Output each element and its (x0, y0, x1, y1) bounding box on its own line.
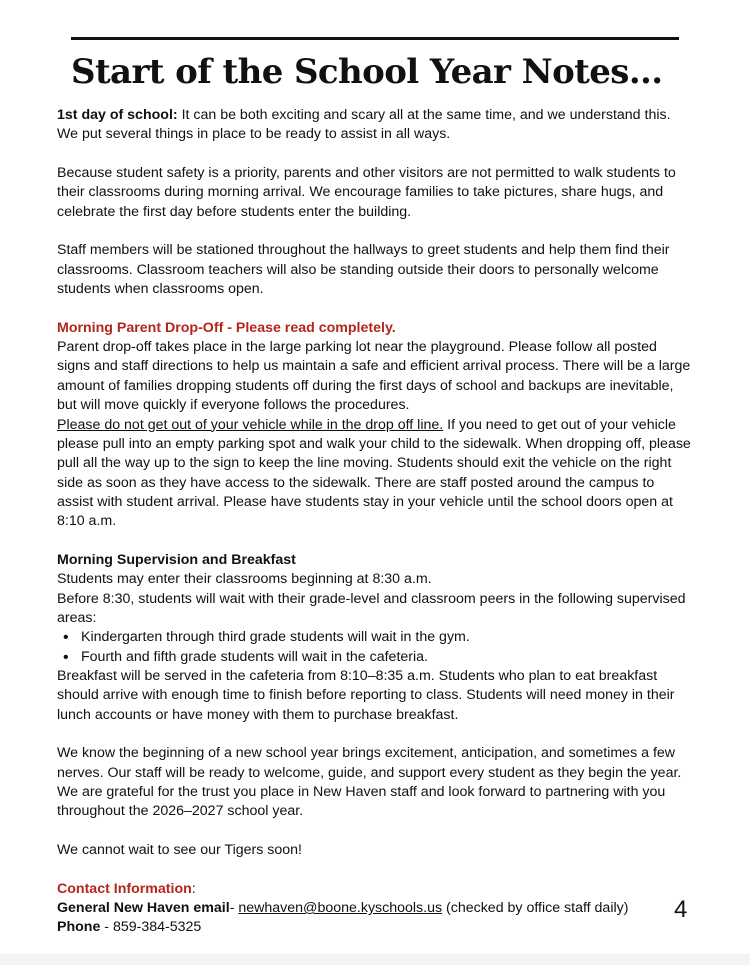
first-day-label: 1st day of school: (57, 107, 178, 123)
email-link[interactable]: newhaven@boone.kyschools.us (238, 900, 443, 917)
supervision-line-1: Students may enter their classrooms beginning at 8:30 a.m. (57, 571, 432, 588)
page-number: 4 (674, 896, 688, 923)
page-title: Start of the School Year Notes... (71, 52, 663, 92)
document-body (57, 106, 693, 938)
safety-paragraph: Because student safety is a priority, parents and other visitors are not permitted to walk students to their classrooms during morning arrival. We encourage families to take pictures, share hugs, and celebrate the first day before students enter the building. (57, 165, 676, 220)
phone-label: Phone (57, 919, 101, 936)
dropoff-paragraph-2 (57, 416, 693, 532)
dropoff-paragraph-1: Parent drop-off takes place in the large parking lot near the playground. Please follow all posted signs and staff directions to help us maintain a safe and efficient arrival process. There will be a large amount of families dropping students off during the first days of school and backups are inevitable, but will move quickly if everyone follows the procedures. (57, 339, 691, 414)
contact-heading: Contact Information (57, 880, 192, 897)
contact-colon: : (191, 880, 196, 897)
phone-number: - 859-384-5325 (100, 919, 202, 936)
dropoff-heading: Morning Parent Drop-Off - Please read completely. (57, 319, 396, 336)
contact-heading-line (57, 880, 693, 899)
closing-paragraph: We know the beginning of a new school year brings excitement, anticipation, and sometimes a few nerves. Our staff will be ready to welcome, guide, and support every student as they begin the year. We are grateful for the trust you place in New Haven staff and look forward to partnering with you throughout the 2026–2027 school year. (57, 745, 682, 820)
intro-text: It can be both exciting and scary all at the same time, and we understand this. We put several things in place to be ready to assist in all ways. (57, 107, 671, 143)
supervision-list (57, 628, 693, 667)
dropoff-text: If you need to get out of your vehicle please pull into an empty parking spot and walk your child to the sidewalk. When dropping off, please pull all the way up to the sign to keep the line moving. Students should exit the vehicle on the right side as soon as they have access to the sidewalk. There are staff posted around the campus to assist with student arrival. Please have students stay in your vehicle until the school doors open at 8:10 a.m. (57, 416, 691, 530)
email-dash: - (229, 900, 239, 917)
staff-paragraph: Staff members will be stationed throughout the hallways to greet students and help them find their classrooms. Classroom teachers will also be standing outside their doors to personally welcome students when classrooms open. (57, 242, 670, 298)
supervision-heading: Morning Supervision and Breakfast (57, 551, 296, 568)
email-line (57, 899, 693, 918)
email-label: General New Haven email (57, 900, 230, 917)
email-note: (checked by office staff daily) (442, 900, 629, 917)
tigers-line: We cannot wait to see our Tigers soon! (57, 842, 302, 859)
list-item: • Kindergarten through third grade students will wait in the gym. (81, 628, 693, 647)
dropoff-warning: Please do not get out of your vehicle while in the drop off line. (57, 416, 444, 433)
list-item: • Fourth and fifth grade students will wait in the cafeteria. (81, 648, 693, 667)
footer-band (0, 954, 750, 965)
breakfast-paragraph: Breakfast will be served in the cafeteria from 8:10–8:35 a.m. Students who plan to eat breakfast should arrive with enough time to finish before reporting to class. Students will need money in their lunch accounts or have money with them to purchase breakfast. (57, 667, 675, 723)
phone-line (57, 918, 693, 937)
intro-paragraph (57, 106, 693, 145)
top-rule (71, 37, 679, 40)
supervision-line-2: Before 8:30, students will wait with their grade-level and classroom peers in the following supervised areas: (57, 590, 686, 626)
